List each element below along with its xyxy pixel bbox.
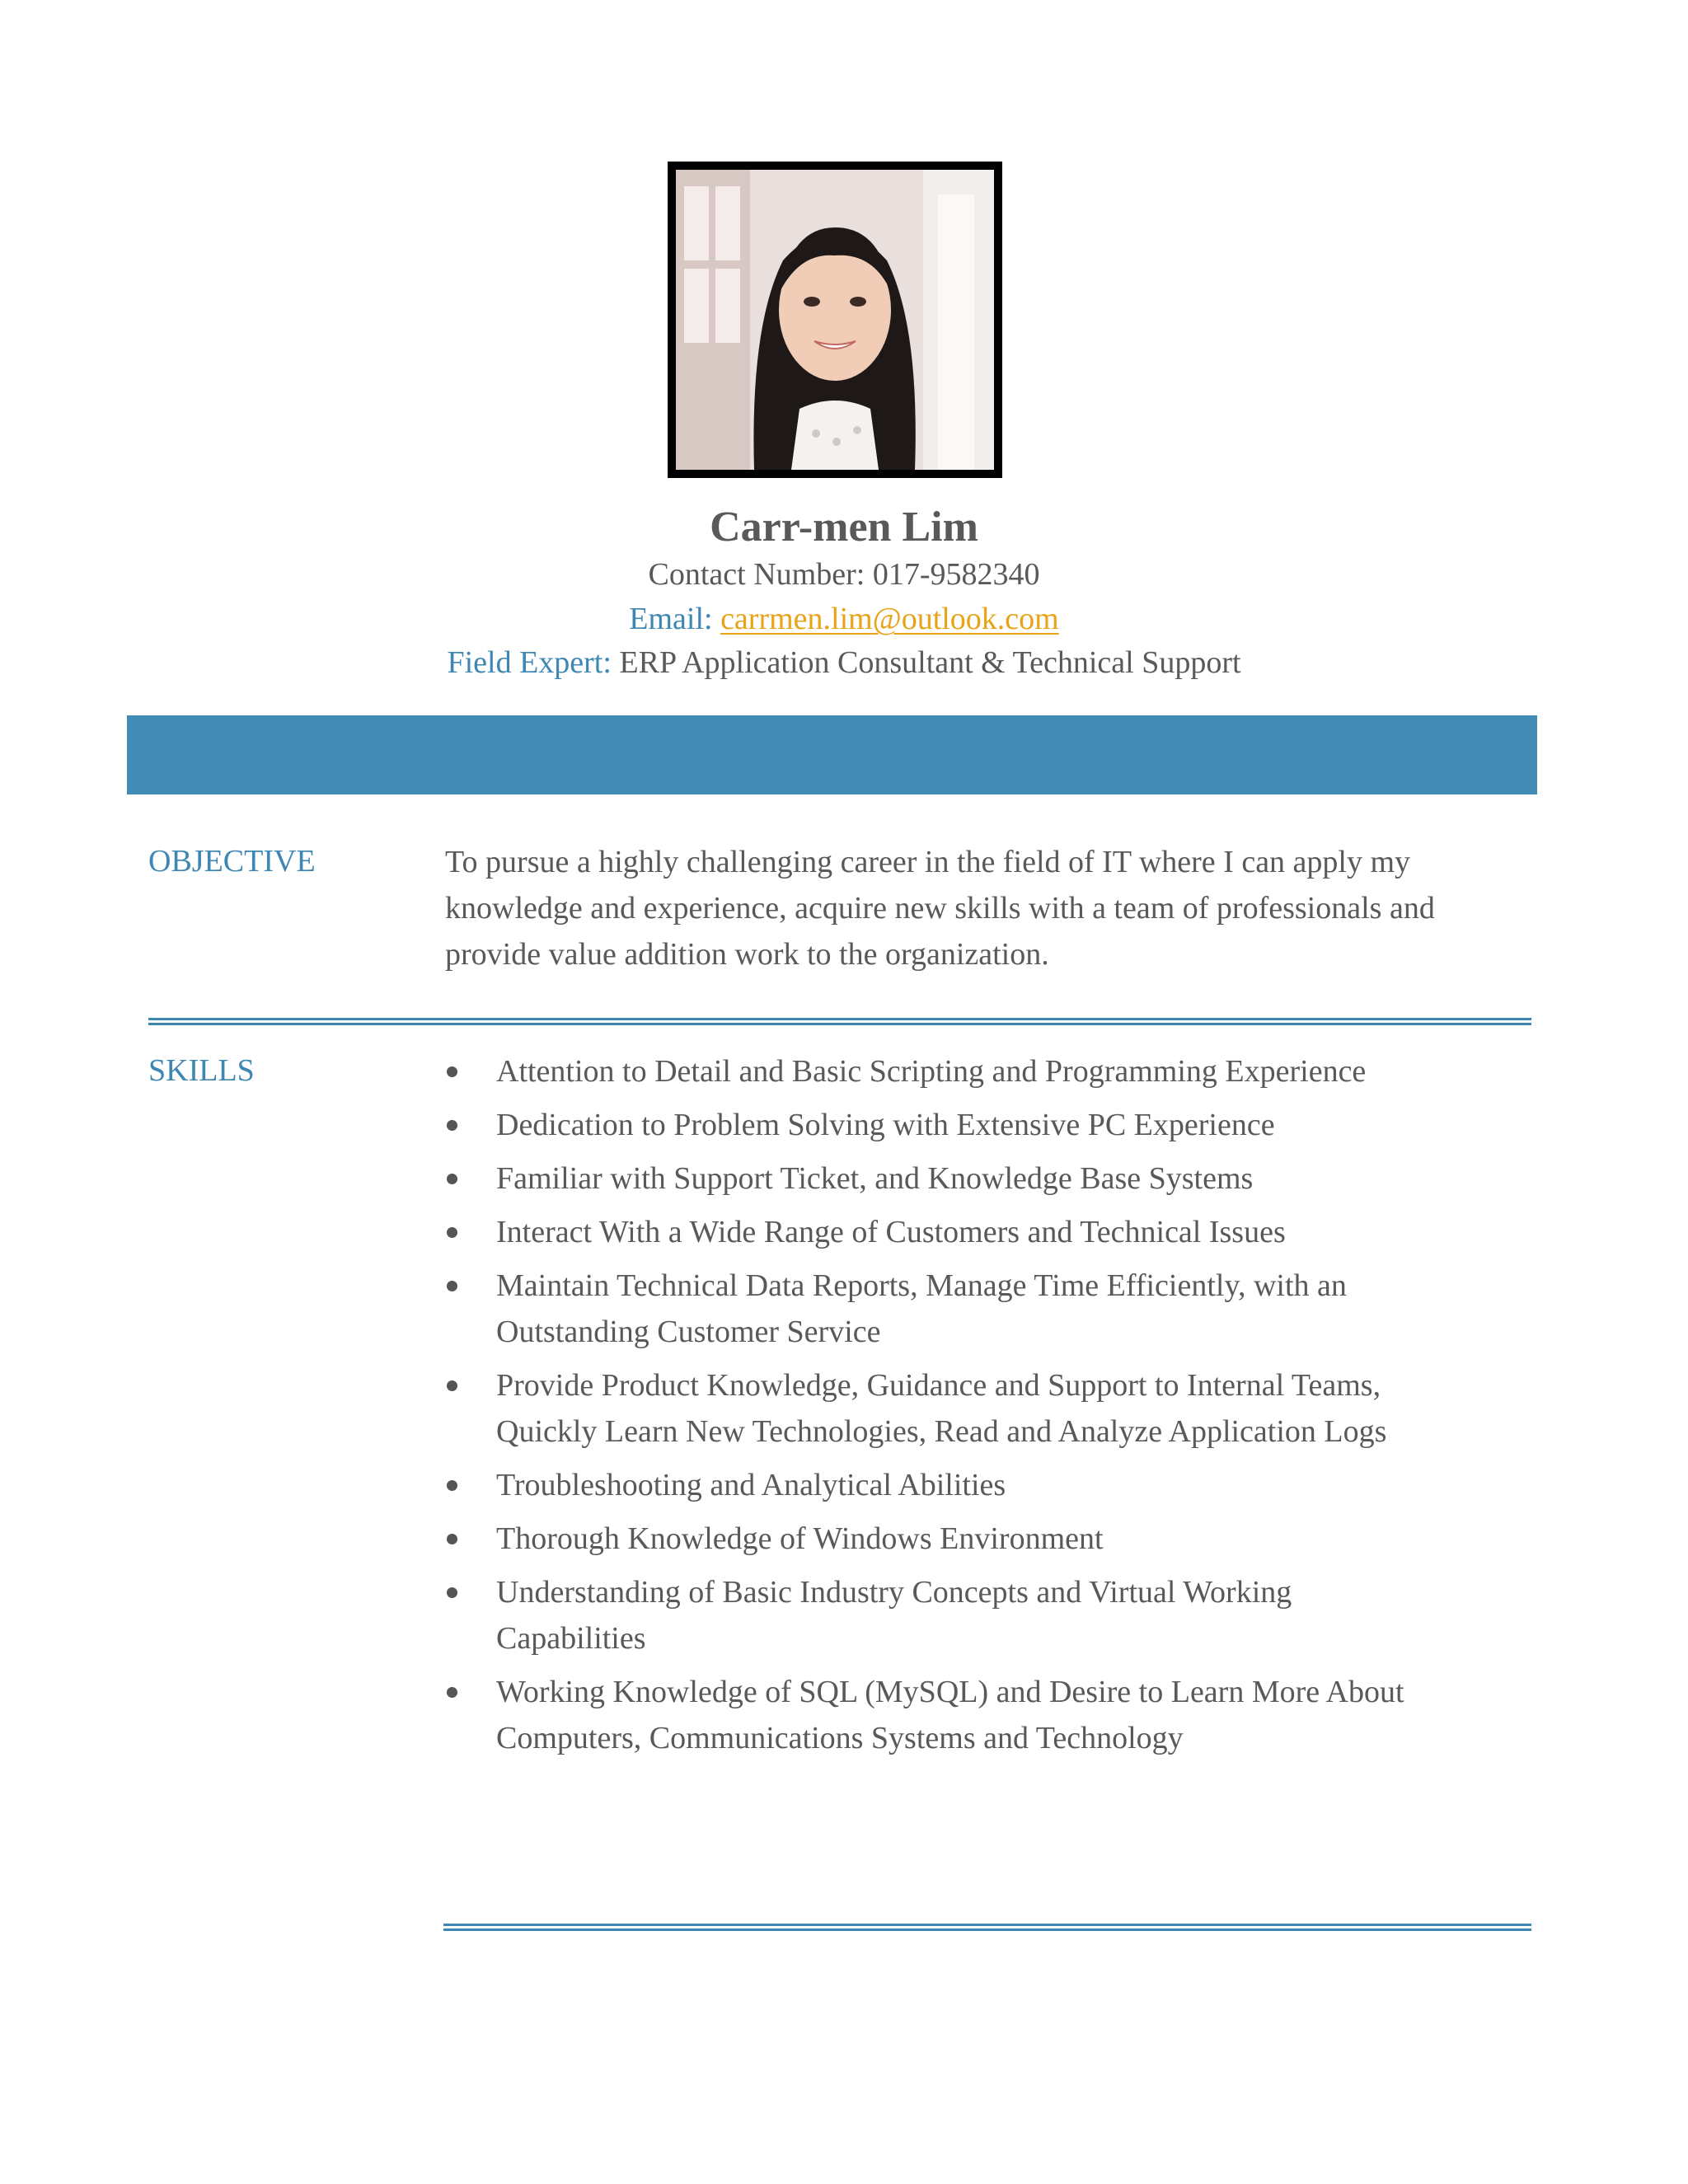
list-item <box>445 1462 1418 1508</box>
section-divider <box>148 1018 445 1020</box>
list-item <box>445 1516 1418 1562</box>
contact-number-label: Contact Number: <box>648 557 865 592</box>
skill-text: Interact With a Wide Range of Customers and Technical Issues <box>496 1215 1286 1249</box>
section-divider <box>148 1023 445 1025</box>
skills-list <box>445 1048 1418 1769</box>
objective-heading: OBJECTIVE <box>148 844 316 879</box>
email-link[interactable]: carrmen.lim@outlook.com <box>720 602 1059 636</box>
bullet-icon <box>447 1534 457 1544</box>
bullet-icon <box>447 1120 457 1131</box>
list-item <box>445 1155 1418 1202</box>
list-item <box>445 1209 1418 1255</box>
section-divider <box>445 1023 1531 1025</box>
bullet-icon <box>447 1281 457 1291</box>
section-divider <box>443 1929 1531 1931</box>
list-item <box>445 1102 1418 1148</box>
candidate-name: Carr-men Lim <box>710 504 978 551</box>
list-item <box>445 1263 1418 1355</box>
contact-number-value: 017-9582340 <box>872 557 1040 592</box>
email-label: Email: <box>629 602 713 636</box>
objective-text: To pursue a highly challenging career in the field of IT where I can apply my knowledge and experience, acquire new skills with a team of professionals and provide value addition work to the organization. <box>445 845 1435 972</box>
section-divider <box>443 1924 1531 1926</box>
bullet-icon <box>447 1066 457 1077</box>
contact-number-line <box>0 552 1688 597</box>
header-banner <box>127 715 1537 794</box>
skill-text: Thorough Knowledge of Windows Environment <box>496 1521 1104 1556</box>
bullet-icon <box>447 1227 457 1238</box>
bullet-icon <box>447 1587 457 1598</box>
field-expert-label: Field Expert: <box>447 645 612 680</box>
bullet-icon <box>447 1380 457 1391</box>
skill-text: Maintain Technical Data Reports, Manage Time Efficiently, with an Outstanding Customer Service <box>496 1268 1347 1349</box>
field-expert-value: ERP Application Consultant & Technical Support <box>619 645 1241 680</box>
list-item <box>445 1048 1418 1094</box>
bullet-icon <box>447 1480 457 1491</box>
list-item <box>445 1669 1418 1761</box>
skills-heading: SKILLS <box>148 1053 255 1088</box>
skill-text: Dedication to Problem Solving with Extensive PC Experience <box>496 1108 1275 1142</box>
field-expert-line <box>0 640 1688 685</box>
skill-text: Provide Product Knowledge, Guidance and Support to Internal Teams, Quickly Learn New Technologies, Read and Analyze Application Logs <box>496 1368 1387 1449</box>
email-line <box>0 597 1688 641</box>
skill-text: Attention to Detail and Basic Scripting and Programming Experience <box>496 1054 1367 1089</box>
bullet-icon <box>447 1687 457 1698</box>
skill-text: Understanding of Basic Industry Concepts and Virtual Working Capabilities <box>496 1575 1292 1656</box>
skill-text: Working Knowledge of SQL (MySQL) and Desire to Learn More About Computers, Communications Systems and Technology <box>496 1675 1404 1755</box>
section-divider <box>445 1018 1531 1020</box>
skill-text: Familiar with Support Ticket, and Knowledge Base Systems <box>496 1161 1254 1196</box>
bullet-icon <box>447 1174 457 1184</box>
list-item <box>445 1362 1418 1455</box>
skill-text: Troubleshooting and Analytical Abilities <box>496 1468 1006 1502</box>
list-item <box>445 1569 1418 1661</box>
profile-photo <box>668 162 1002 478</box>
